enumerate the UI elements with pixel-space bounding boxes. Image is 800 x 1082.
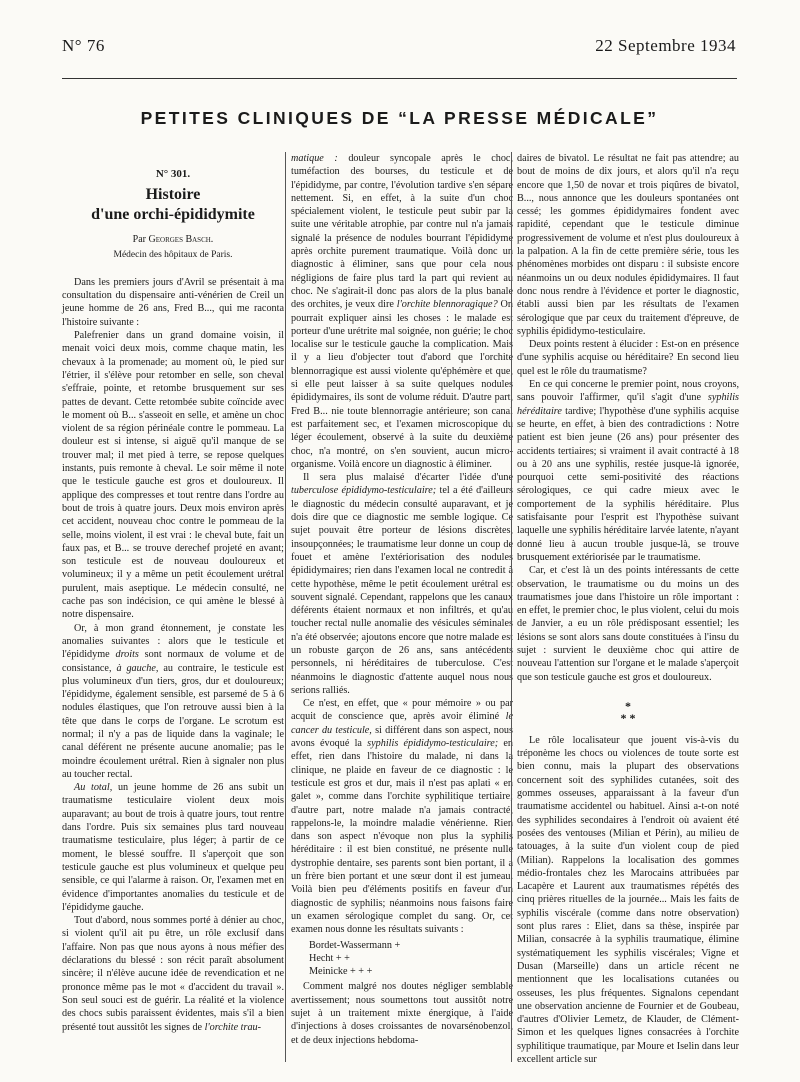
- paragraph: Dans les premiers jours d'Avril se présentait à ma consultation du dispensaire anti-vénérien de Creil un jeune homme de 26 ans, Fred B..., qui me raconta l'histoire suivante :: [62, 276, 284, 328]
- article-title-line1: Histoire: [145, 186, 201, 204]
- text-run: Ce n'est, en effet, que « pour mémoire » ou par acquit de conscience que, après avoir éliminé: [291, 698, 513, 723]
- paragraph: Deux points restent à élucider : Est-on en présence d'une syphilis acquise ou héréditaire? En second lieu quel est le rôle du traumatisme?: [517, 339, 739, 377]
- emphasis: à gauche,: [116, 662, 159, 674]
- text-run: douleur syncopale après le choc, tuméfaction des bourses, du testicule et de l'épididyme, par contre, l'évolution tardive s'en sépare nettement. Si, en effet, à la suite d'un choc spécialement violent, le testicule peut subir par la suite une véritable atrophie, par contre nul n'a jamais signalé la présence de nodules bourrant l'épididyme après orchite purement traumatique. Voilà donc un diagnostic à éliminer, sans que pour cela nous négligions de faire plus tard la part qui revient au choc. Ne s'agirait-il donc pas alors de la plus banale des orchites, je veux dire: [291, 153, 513, 311]
- lab-result: Bordet-Wassermann +: [309, 939, 401, 951]
- emphasis: matique :: [291, 153, 338, 164]
- text-run: Tout d'abord, nous sommes porté à dénier au choc, si violent qu'il ait pu être, un rôle exclusif dans l'affaire. Non pas que nous ayons à nous méfier des déclarations du blessé : son récit paraît absolument sincère; il n'élève aucune idée de revendication et ne prononce même pas le mot « d'accident du travail ». Son seul souci est de guérir. La réalité et la violence des chocs subis paraissent évidentes, mais s'il a bien présenté tout aussitôt les signes de: [62, 915, 284, 1033]
- text-run: au contraire, le testicule est plus volumineux d'un tiers, gros, dur et douloureux; l'épididyme, également sensible, est parsemé de 5 à 6 nodules élastiques, que l'on retrouve aussi bien à la tête que dans le corps de l'organe. Le scrotum est normal; il n'y a pas de liquide dans la vaginale; le canal déférent ne présente aucune anomalie; pas le moindre écoulement urétral. Rien à signaler non plus au toucher rectal.: [62, 662, 284, 780]
- paragraph: [291, 697, 513, 936]
- paragraph: Car, et c'est là un des points intéressants de cette observation, le traumatisme ou du moins un des traumatismes joue dans l'histoire un rôle important : en effet, le premier choc, le plus violent, celui du mois de Janvier, a eu un rôle prédisposant essentiel; les lésions se sont alors sans doute constituées à l'insu du sujet : survient le deuxième choc qui attire de nouveau l'attention sur l'organe et le malade s'aperçoit que son testicule gauche est gros et douloureux.: [517, 565, 739, 683]
- byline: [62, 233, 284, 246]
- emphasis: l'orchite trau-: [204, 1021, 262, 1033]
- emphasis: tuberculose épididymo-testiculaire;: [291, 485, 437, 497]
- article-title: [62, 185, 284, 225]
- emphasis: droits: [115, 649, 139, 661]
- emphasis: le cancer du testicule,: [291, 711, 513, 736]
- text-run: en effet, rien dans l'histoire du malade, ni dans la clinique, ne plaide en faveur de ce diagnostic : le testicule est gros et dur, mais il n'est pas aplati « en galet », comme dans l'orchite syphilitique tertiaire; d'autre part, notre malade n'a jamais contracté, rappelons-le, la moindre maladie vénérienne. Rien dans son aspect n'évoque non plus la syphilis héréditaire : il est bien constitué, ne présente nulle dystrophie dentaire, ses parents sont bien portant, il a un frère bien portant et une sœur dont il est jumeau. Voilà bien peu d'éléments positifs en faveur d'un diagnostic de syphilis; néanmoins nous faisons faire un examen sérologique complet du sang. Or, cet examen nous donne les résultats suivants :: [291, 738, 513, 936]
- lab-results: [309, 939, 513, 979]
- text-run: tel a été d'ailleurs le diagnostic du médecin consulté auparavant, et je dois dire que ce diagnostic me semble logique. Ce sujet pouvait être porteur de lésions discrètes, insoupçonnées; le traumatisme leur donne un coup de fouet et amène l'extériorisation des nodules épididymaires; rien dans l'examen local ne contredit à cette hypothèse, même le petit écoulement urétral est souvent signalé. Cependant, rappelons que les canaux déférents étaient normaux et non infiltrés, et qu'au toucher rectal nulle anomalie des vésicules séminales n'a été observée; ajoutons encore que notre malade est un robuste garçon de 26 ans, sans antécédents personnels, ni héréditaires de tuberculose. C'est néanmoins le diagnostic d'attente auquel nous nous serions ralliés.: [291, 485, 513, 696]
- lab-result: Hecht + +: [309, 952, 350, 964]
- paragraph: [62, 622, 284, 782]
- emphasis: Au total,: [74, 782, 113, 794]
- emphasis: syphilis épididymo-testiculaire;: [367, 738, 499, 750]
- column-2: [291, 152, 513, 1062]
- paragraph: [291, 471, 513, 697]
- issue-number: N° 76: [62, 36, 105, 55]
- paragraph: [291, 152, 513, 471]
- paragraph: [517, 378, 739, 564]
- text-run: On pourrait expliquer ainsi les choses : le malade est porteur d'une urétrite mal soignée, non guérie; le choc localise sur le testicule gauche la complication. Mais il y a lieu d'objecter tout d'abord que l'orchite blennorragique est aussi violente qu'éphémère et que, si elle peut laisser à sa suite quelques nodules épididymaires, ils sont de volume réduit. D'autre part, Fred B... nie toute blennorragie antérieure; son canal est parfaitement sec, et l'examen microscopique du léger écoulement, observé à la suite du deuxième choc, n'a montré, on s'en souvient, aucun micro-organisme. Voilà encore un diagnostic à éliminer.: [291, 299, 514, 470]
- paragraph: Le rôle localisateur que jouent vis-à-vis du tréponème les chocs ou violences de toute sorte est bien connu, mais la plupart des observations concernent soit des syphilides cutanées, soit des gommes osseuses, apparaissant à la faveur d'un traumatisme accidentel ou habituel. Ainsi a-t-on noté des syphilides secondaires à l'endroit où avaient été posées des ventouses (Milian et Périn), au milieu de tatouages, à la suite d'un violent coup de pied (Milian). Rappelons la localisation des gommes médio-frontales chez les Marocains attribuées par Lacapère et Laurent aux traumatismes répétés des cinq prières rituelles de la journée... Mais les faits de syphilis viscérale (comme dans notre observation) sont plus rares : Eliet, dans sa thèse, inspirée par Milian, consacrée à la syphilis traumatique, élimine systématiquement les syphilis viscérales; Vigne et Dusan (Marseille) dans un article récent ne mentionnent que les localisations cutanées ou osseuses, les plus fréquentes. Signalons cependant une observation ancienne de Fournier et de Goubeau, d'autres d'Olivier Lemetz, de Klauder, de Clément-Simon et les quelques lignes consacrées à l'orchite syphilitique traumatique, par Moure et Iselin dans leur excellent article sur: [517, 734, 739, 1065]
- paragraph: Comment malgré nos doutes négliger semblable avertissement; nous soumettons tout aussitôt notre sujet à un traitement mixte énergique, à l'aide d'injections à doses croissantes de novarsénobenzol, et de deux injections hebdoma-: [291, 981, 513, 1046]
- paragraph: daires de bivatol. Le résultat ne fait pas attendre; au bout de moins de dix jours, et alors qu'il n'a reçu encore que 1,50 de novar et trois piqûres de bivatol, B..., nous annonce que les douleurs spontanées ont cessé; les gommes épididymaires fondent avec rapidité, cependant que le testicule diminue progressivement de volume et n'est plus douloureux à la palpation. A la fin de cette première série, tous les phénomènes morbides ont disparu : il subsiste encore néanmoins un ou deux nodules épididymaires. Il faut donc nous rendre à l'évidence et porter le diagnostic, établi aussi bien par les résultats de l'examen sérologique que par ceux du traitement d'épreuve, de syphilis épididymo-testiculaire.: [517, 153, 739, 337]
- paragraph: [62, 781, 284, 914]
- author-affiliation: Médecin des hôpitaux de Paris.: [113, 249, 233, 260]
- paragraph: [62, 914, 284, 1034]
- column-3: [517, 152, 739, 1065]
- paragraph: Palefrenier dans un grand domaine voisin, il menait voici deux mois, comme chaque matin, les chevaux à la promenade; au moment où, le pied sur l'étrier, il s'élève pour retomber en selle, son cheval s'effraie, pointe, et retombe brusquement sur ses pattes de devant. Cette retombée subite coïncide avec le moment où B... s'asseoit en selle, et amène un choc violent de sa région périnéale contre le pommeau. La douleur est si intense, si aiguë qu'il manque de se trouver mal; il met pied à terre, se repose quelques instants, puis remonte à cheval. Le soir même il note que le testicule gauche est gros et douloureux. Il applique des compresses et tout rentre dans l'ordre au bout de trois à quatre jours. Deux mois environ après cet accident, nouveau choc contre le pommeau de la selle, moins violent, il est vrai : le cheval bute, fait un faux pas, et B... se trouve derechef projeté en avant; son testicule est de nouveau douloureux et volumineux; il y a même un petit écoulement urétral purulent, mais aseptique. Le médecin consulté, ne cache pas son indécision, ce qui amène le blessé à notre dispensaire.: [62, 330, 284, 621]
- text-run: sont normaux de volume et de consistance,: [62, 649, 284, 674]
- section-title: PETITES CLINIQUES DE “LA PRESSE MÉDICALE”: [140, 108, 659, 128]
- issue-date: 22 Septembre 1934: [595, 36, 736, 55]
- emphasis: l'orchite blennoragique?: [396, 299, 498, 311]
- column-1: [62, 154, 284, 1034]
- lab-result: Meinicke + + +: [309, 966, 373, 978]
- text-run: si différent dans son aspect, nous avons évoqué la: [291, 724, 513, 750]
- article-number: N° 301.: [155, 168, 191, 180]
- byline-prefix: Par: [132, 234, 149, 246]
- article-title-line2: d'une orchi-épididymite: [91, 206, 255, 224]
- text-run: Il sera plus malaisé d'écarter l'idée d'une: [303, 472, 513, 484]
- section-break-asterisks: * * *: [620, 698, 636, 725]
- text-run: En ce qui concerne le premier point, nous croyons, sans pouvoir l'affirmer, qu'il s'agit d'une: [517, 379, 739, 404]
- header-rule: [62, 78, 737, 79]
- text-run: Or, à mon grand étonnement, je constate les anomalies suivantes : alors que le testicule et l'épididyme: [62, 622, 284, 661]
- text-run: tardive; l'hypothèse d'une syphilis acquise se heurte, en effet, à bien des contradictions : Notre patient est bien jeune (26 ans) pour présenter des accidents tertiaires; si vraiment il avait contracté à 18 ou à 20 ans une syphilis, restée jusque-là ignorée, pourquoi cette semi-positivité des réactions sérologiques, ce qui cadre mieux avec le comportement de la syphilis héréditaire. Plus satisfaisante pour l'esprit est l'hypothèse suivant laquelle une syphilis héréditaire larvée latente, n'ayant donné lieu à aucun trouble jusque-là, se trouve brusquement extériorisée par le traumatisme.: [517, 405, 739, 563]
- author-name: Georges Basch.: [148, 234, 214, 246]
- text-run: un jeune homme de 26 ans subit un traumatisme testiculaire violent deux mois auparavant; au bout de trois à quatre jours, tout rentre dans l'ordre. Puis six semaines plus tard nouveau traumatisme testiculaire, plus léger; à partir de ce moment, le blessé souffre. Il s'aperçoit que son testicule gauche est plus volumineux et quelque peu sensible, ce qui l'alarme à raison. Or, l'examen met en évidence d'importantes anomalies du testicule et de l'épididyme gauche.: [62, 782, 284, 913]
- emphasis: syphilis héréditaire: [517, 392, 739, 417]
